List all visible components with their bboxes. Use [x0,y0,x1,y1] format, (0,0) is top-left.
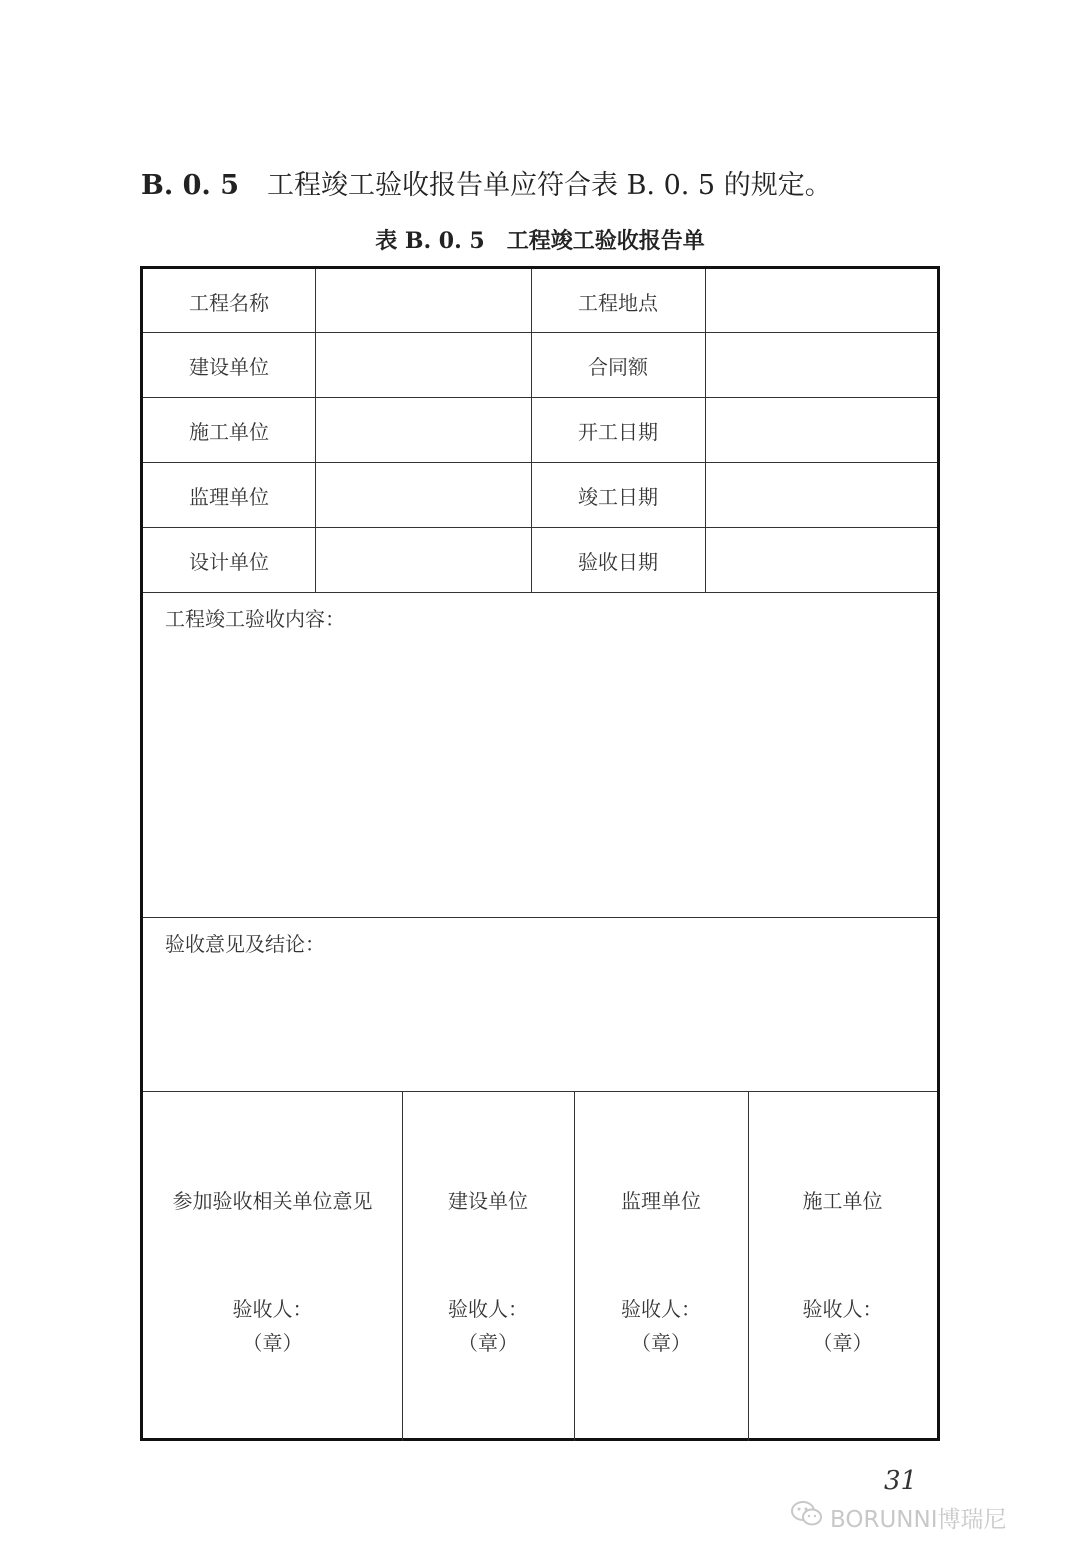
completion-content-label: 工程竣工验收内容： [165,607,345,631]
label-acceptance-date: 验收日期 [578,550,658,574]
signoff-acceptor: 验收人： [802,1297,883,1321]
clause-number: B. 0. 5 [141,170,239,201]
watermark [790,1500,1007,1534]
label-project-name: 工程名称 [189,290,269,315]
signoff-seal: （章） [812,1331,873,1355]
completion-content-area[interactable] [143,629,937,917]
label-construction-unit: 建设单位 [189,355,269,379]
watermark-text: BORUNNI博瑞尼 [830,1506,1007,1533]
signoff-acceptor: 验收人： [232,1297,313,1321]
value-completion-date[interactable] [705,463,937,528]
opinion-conclusion-label: 验收意见及结论： [165,932,325,956]
table-caption-number: 表 B. 0. 5 [375,228,485,254]
signoff-seal: （章） [631,1331,691,1355]
value-acceptance-date[interactable] [705,528,937,593]
value-design-unit[interactable] [315,528,531,593]
label-supervision-unit: 监理单位 [189,485,269,509]
value-contract-amount[interactable] [705,333,937,398]
clause-body: 工程竣工验收报告单应符合表 B. 0. 5 的规定。 [267,170,832,201]
opinion-conclusion-area[interactable] [143,954,937,1091]
label-contractor: 施工单位 [189,420,269,444]
signoff-title: 施工单位 [802,1189,883,1213]
value-project-name[interactable] [315,269,531,333]
signoff-title: 监理单位 [621,1189,701,1213]
value-start-date[interactable] [705,398,937,463]
label-contract-amount: 合同额 [588,355,648,379]
table-caption-title: 工程竣工验收报告单 [506,228,705,254]
row-divider [143,917,937,918]
signoff-title: 参加验收相关单位意见 [172,1189,373,1213]
label-start-date: 开工日期 [578,420,658,444]
signoff-contractor [748,1091,937,1441]
signoff-construction-unit [402,1091,574,1441]
value-contractor[interactable] [315,398,531,463]
signoff-acceptor: 验收人： [621,1297,701,1321]
table-caption [0,226,1080,256]
signoff-seal: （章） [458,1331,518,1355]
signoff-seal: （章） [242,1331,303,1355]
acceptance-report-table [140,266,940,1441]
value-project-location[interactable] [705,269,937,333]
value-supervision-unit[interactable] [315,463,531,528]
signoff-acceptor: 验收人： [448,1297,528,1321]
signoff-supervision-unit [574,1091,748,1441]
wechat-icon [790,1500,824,1534]
signoff-title: 建设单位 [448,1189,528,1213]
page-number: 31 [884,1466,918,1496]
label-completion-date: 竣工日期 [578,485,658,509]
label-design-unit: 设计单位 [189,550,269,574]
label-project-location: 工程地点 [578,290,658,315]
clause-text [141,166,832,206]
value-construction-unit[interactable] [315,333,531,398]
signoff-participating-units [143,1091,402,1441]
